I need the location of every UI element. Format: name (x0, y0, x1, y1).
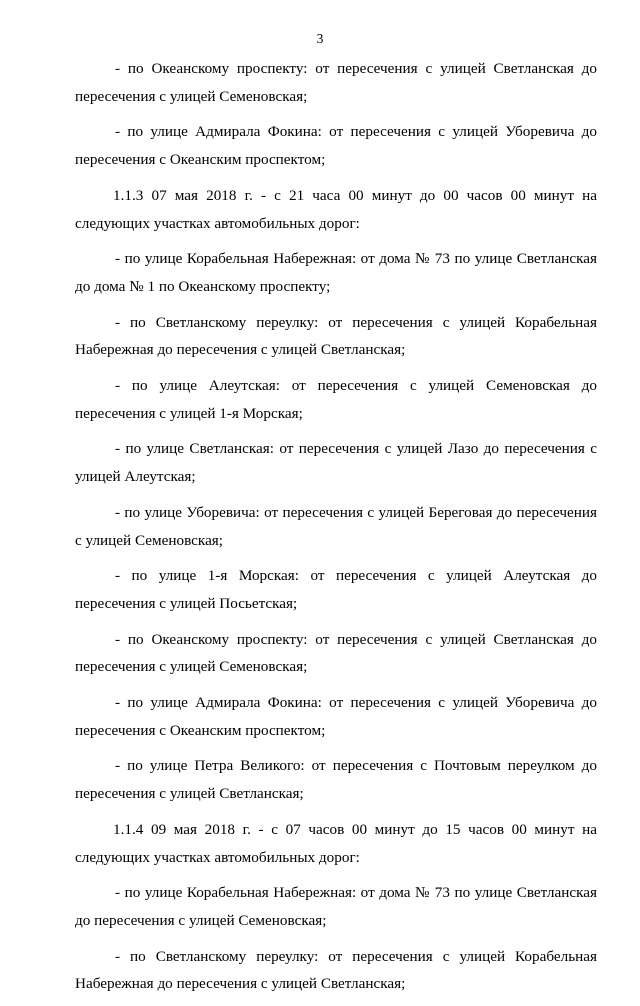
section-heading: 1.1.3 07 мая 2018 г. - с 21 часа 00 минут до 00 часов 00 минут на следующих участках автомобильных дорог: (75, 186, 597, 232)
page-number: 3 (316, 31, 324, 46)
list-item: - по Океанскому проспекту: от пересечения с улицей Светланская до пересечения с улицей Семеновская; (75, 630, 597, 676)
document-body (75, 55, 597, 1006)
list-item: - по улице Уборевича: от пересечения с улицей Береговая до пересечения с улицей Семеновская; (75, 503, 597, 549)
list-item: - по улице 1-я Морская: от пересечения с улицей Алеутская до пересечения с улицей Посьетская; (75, 567, 597, 612)
list-item: - по улице Алеутская: от пересечения с улицей Семеновская до пересечения с улицей 1-я Морская; (75, 377, 597, 422)
list-item: - по Светланскому переулку: от пересечения с улицей Корабельная Набережная до пересечения с улицей Светланская; (75, 947, 597, 993)
list-item: - по Светланскому переулку: от пересечения с улицей Корабельная Набережная до пересечения с улицей Светланская; (75, 313, 597, 359)
section-heading: 1.1.4 09 мая 2018 г. - с 07 часов 00 минут до 15 часов 00 минут на следующих участках автомобильных дорог: (75, 820, 597, 866)
list-item: - по Океанскому проспекту: от пересечения с улицей Светланская до пересечения с улицей Семеновская; (75, 60, 597, 105)
list-item: - по улице Адмирала Фокина: от пересечения с улицей Уборевича до пересечения с Океанским проспектом; (75, 123, 597, 169)
list-item: - по улице Корабельная Набережная: от дома № 73 по улице Светланская до пересечения с улицей Семеновская; (75, 884, 597, 929)
list-item: - по улице Адмирала Фокина: от пересечения с улицей Уборевича до пересечения с Океанским проспектом; (75, 694, 597, 739)
list-item: - по улице Светланская: от пересечения с улицей Лазо до пересечения с улицей Алеутская; (75, 440, 597, 486)
list-item: - по улице Корабельная Набережная: от дома № 73 по улице Светланская до дома № 1 по Океанскому проспекту; (75, 250, 597, 295)
list-item: - по улице Петра Великого: от пересечения с Почтовым переулком до пересечения с улицей Светланская; (75, 757, 597, 803)
